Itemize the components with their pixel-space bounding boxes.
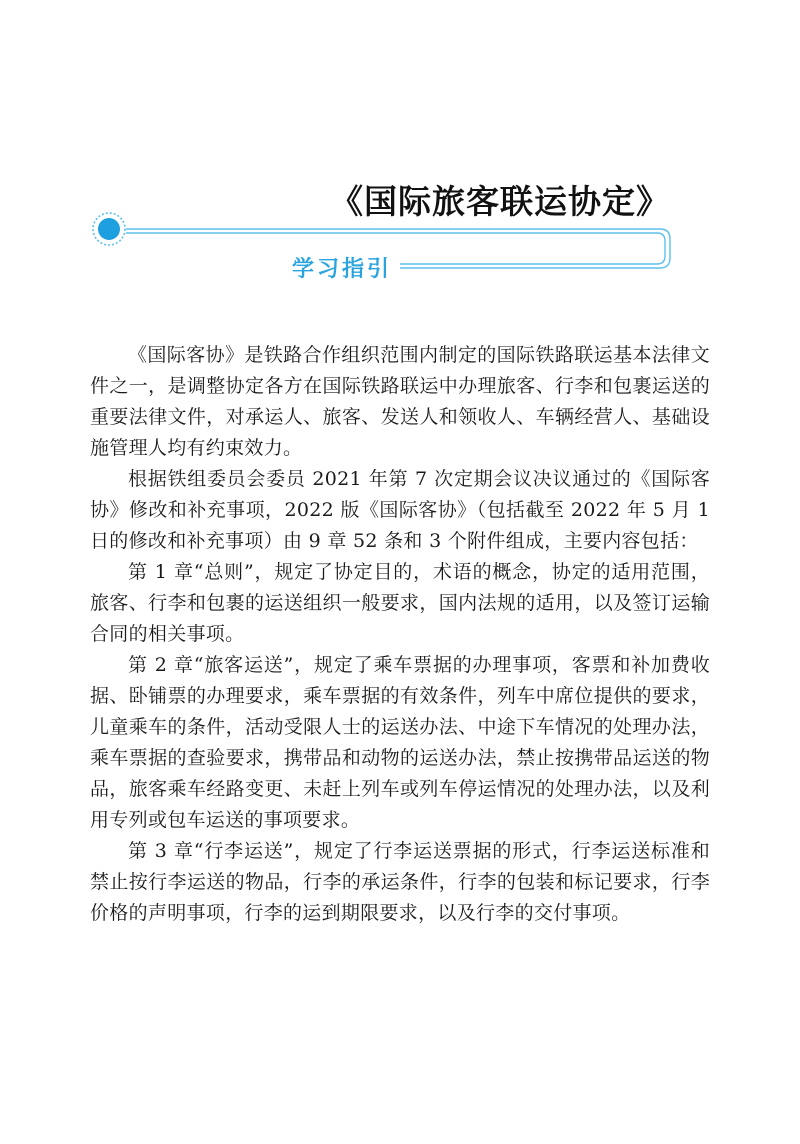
paragraph: 第 1 章“总则”，规定了协定目的，术语的概念，协定的适用范围，旅客、行李和包裹的运送组织一般要求，国内法规的适用，以及签订运输合同的相关事项。 <box>90 561 710 645</box>
paragraph: 第 3 章“行李运送”，规定了行李运送票据的形式，行李运送标准和禁止按行李运送的物品，行李的承运条件，行李的包装和标记要求，行李价格的声明事项，行李的运到期限要求，以及行李的交付事项。 <box>90 840 710 924</box>
circle-ring <box>93 213 125 245</box>
paragraph: 《国际客协》是铁路合作组织范围内制定的国际铁路联运基本法律文件之一，是调整协定各方在国际铁路联运中办理旅客、行李和包裹运送的重要法律文件，对承运人、旅客、发送人和领收人、车辆经营人、基础设施管理人均有约束效力。 <box>90 344 710 459</box>
paragraph: 第 2 章“旅客运送”，规定了乘车票据的办理事项，客票和补加费收据、卧铺票的办理要求，乘车票据的有效条件，列车中席位提供的要求，儿童乘车的条件，活动受限人士的运送办法、中途下车情况的处理办法，乘车票据的查验要求，携带品和动物的运送办法，禁止按携带品运送的物品，旅客乘车经路变更、未赶上列车或列车停运情况的处理办法，以及利用专列或包车运送的事项要求。 <box>90 654 710 831</box>
paragraph: 根据铁组委员会委员 2021 年第 7 次定期会议决议通过的《国际客协》修改和补充事项，2022 版《国际客协》（包括截至 2022 年 5 月 1 日的修改和补充事项）由 9 章 52 条和 3 个附件组成，主要内容包括： <box>90 468 710 552</box>
frame-line-outer <box>126 229 670 268</box>
frame-line-inner <box>126 233 665 264</box>
circle-dot <box>98 218 120 240</box>
body-text <box>90 340 710 929</box>
chapter-title: 《国际旅客联运协定》 <box>330 182 670 221</box>
heading-decoration <box>0 0 800 300</box>
section-heading: 学习指引 <box>292 257 393 282</box>
